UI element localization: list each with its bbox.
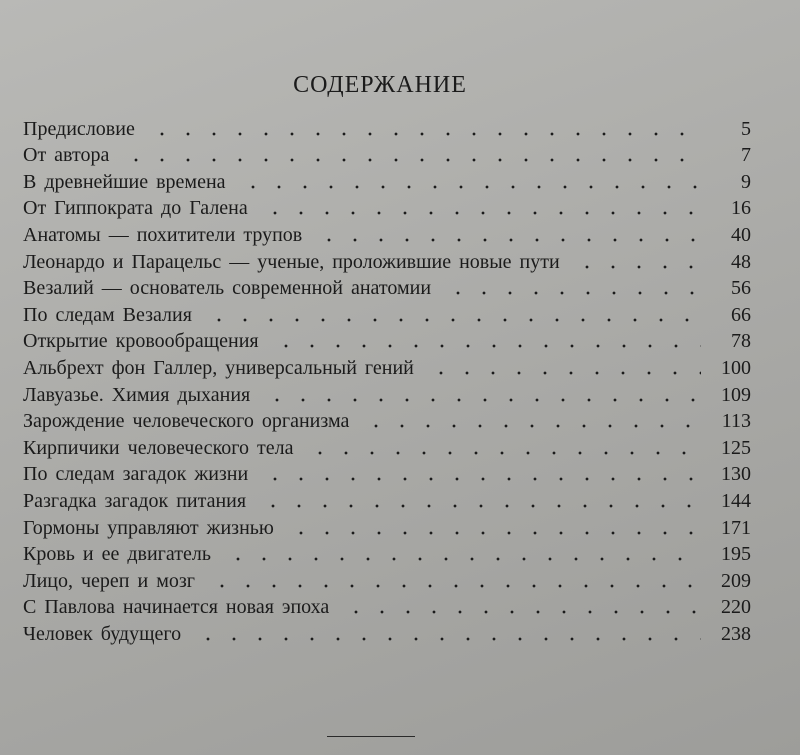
toc-entry	[23, 566, 751, 593]
dot-leader	[206, 318, 701, 322]
toc-entry-page: 220	[721, 596, 751, 619]
dot-leader	[123, 158, 701, 162]
divider-rule	[327, 736, 415, 737]
dot-leader	[209, 584, 701, 588]
toc-entry	[23, 486, 751, 513]
dot-leader	[363, 424, 701, 428]
toc-entry-title: С Павлова начинается новая эпоха	[23, 596, 330, 619]
toc-entry	[23, 327, 751, 354]
toc-entry-page: 171	[721, 516, 751, 539]
toc-entry	[23, 274, 751, 301]
toc-entry-page: 56	[731, 277, 751, 300]
toc-entry-page: 195	[721, 543, 751, 566]
toc-entry	[23, 194, 751, 221]
dot-leader	[262, 477, 701, 481]
toc-entry-page: 130	[721, 463, 751, 486]
toc-entry	[23, 433, 751, 460]
toc-entry-page: 78	[731, 330, 751, 353]
toc-entry	[23, 247, 751, 274]
dot-leader	[264, 398, 701, 402]
toc-entry-title: Альбрехт фон Галлер, универсальный гений	[23, 356, 414, 379]
toc-entry-page: 113	[721, 410, 751, 433]
toc-entry	[23, 619, 751, 646]
toc-entry	[23, 220, 751, 247]
toc-entry-page: 238	[721, 622, 751, 645]
toc-entry-title: Разгадка загадок питания	[23, 489, 247, 512]
toc-entry-title: Предисловие	[23, 117, 135, 140]
dot-leader	[195, 637, 701, 641]
toc-entry-title: От автора	[23, 144, 110, 167]
toc-entry-title: В древнейшие времена	[23, 170, 226, 193]
toc-entry-page: 48	[731, 250, 751, 273]
toc-entry-page: 5	[741, 117, 751, 140]
toc-entry-page: 100	[721, 356, 751, 379]
toc-entry	[23, 300, 751, 327]
dot-leader	[149, 132, 701, 136]
toc-entry-title: Зарождение человеческого организма	[23, 410, 350, 433]
dot-leader	[574, 265, 701, 269]
toc-entry-title: Человек будущего	[23, 622, 182, 645]
toc-entry	[23, 593, 751, 620]
toc-entry-page: 7	[741, 144, 751, 167]
toc-entry	[23, 167, 751, 194]
toc-entry-title: Кровь и ее двигатель	[23, 543, 211, 566]
toc-entry	[23, 353, 751, 380]
toc-entry-page: 66	[731, 303, 751, 326]
toc-entry	[23, 513, 751, 540]
toc-entry-page: 144	[721, 489, 751, 512]
dot-leader	[343, 610, 701, 614]
toc-entry-page: 125	[721, 436, 751, 459]
dot-leader	[262, 211, 701, 215]
toc-entry-title: Везалий — основатель современной анатомии	[23, 277, 432, 300]
toc-entry-page: 40	[731, 223, 751, 246]
toc-entry-page: 109	[721, 383, 751, 406]
dot-leader	[307, 451, 701, 455]
toc-entry-title: Лавуазье. Химия дыхания	[23, 383, 251, 406]
toc-entry-title: По следам загадок жизни	[23, 463, 249, 486]
toc-entry-title: Открытие кровообращения	[23, 330, 259, 353]
table-of-contents	[23, 114, 751, 646]
dot-leader	[445, 291, 701, 295]
dot-leader	[273, 344, 701, 348]
toc-entry	[23, 460, 751, 487]
toc-entry-title: Кирпичики человеческого тела	[23, 436, 294, 459]
dot-leader	[260, 504, 701, 508]
toc-entry-page: 209	[721, 569, 751, 592]
toc-entry	[23, 540, 751, 567]
toc-entry-title: Гормоны управляют жизнью	[23, 516, 274, 539]
dot-leader	[316, 238, 701, 242]
toc-entry	[23, 141, 751, 168]
toc-entry-title: Анатомы — похитители трупов	[23, 223, 303, 246]
page-title: СОДЕРЖАНИЕ	[293, 72, 467, 98]
dot-leader	[428, 371, 701, 375]
toc-entry-title: От Гиппократа до Галена	[23, 197, 248, 220]
toc-entry-title: Леонардо и Парацельс — ученые, проложившие новые пути	[23, 250, 560, 273]
dot-leader	[225, 557, 701, 561]
toc-entry-title: По следам Везалия	[23, 303, 192, 326]
toc-entry	[23, 114, 751, 141]
dot-leader	[288, 531, 701, 535]
dot-leader	[240, 185, 701, 189]
toc-entry-page: 9	[741, 170, 751, 193]
toc-entry	[23, 380, 751, 407]
toc-entry	[23, 407, 751, 434]
toc-entry-page: 16	[731, 197, 751, 220]
toc-entry-title: Лицо, череп и мозг	[23, 569, 195, 592]
